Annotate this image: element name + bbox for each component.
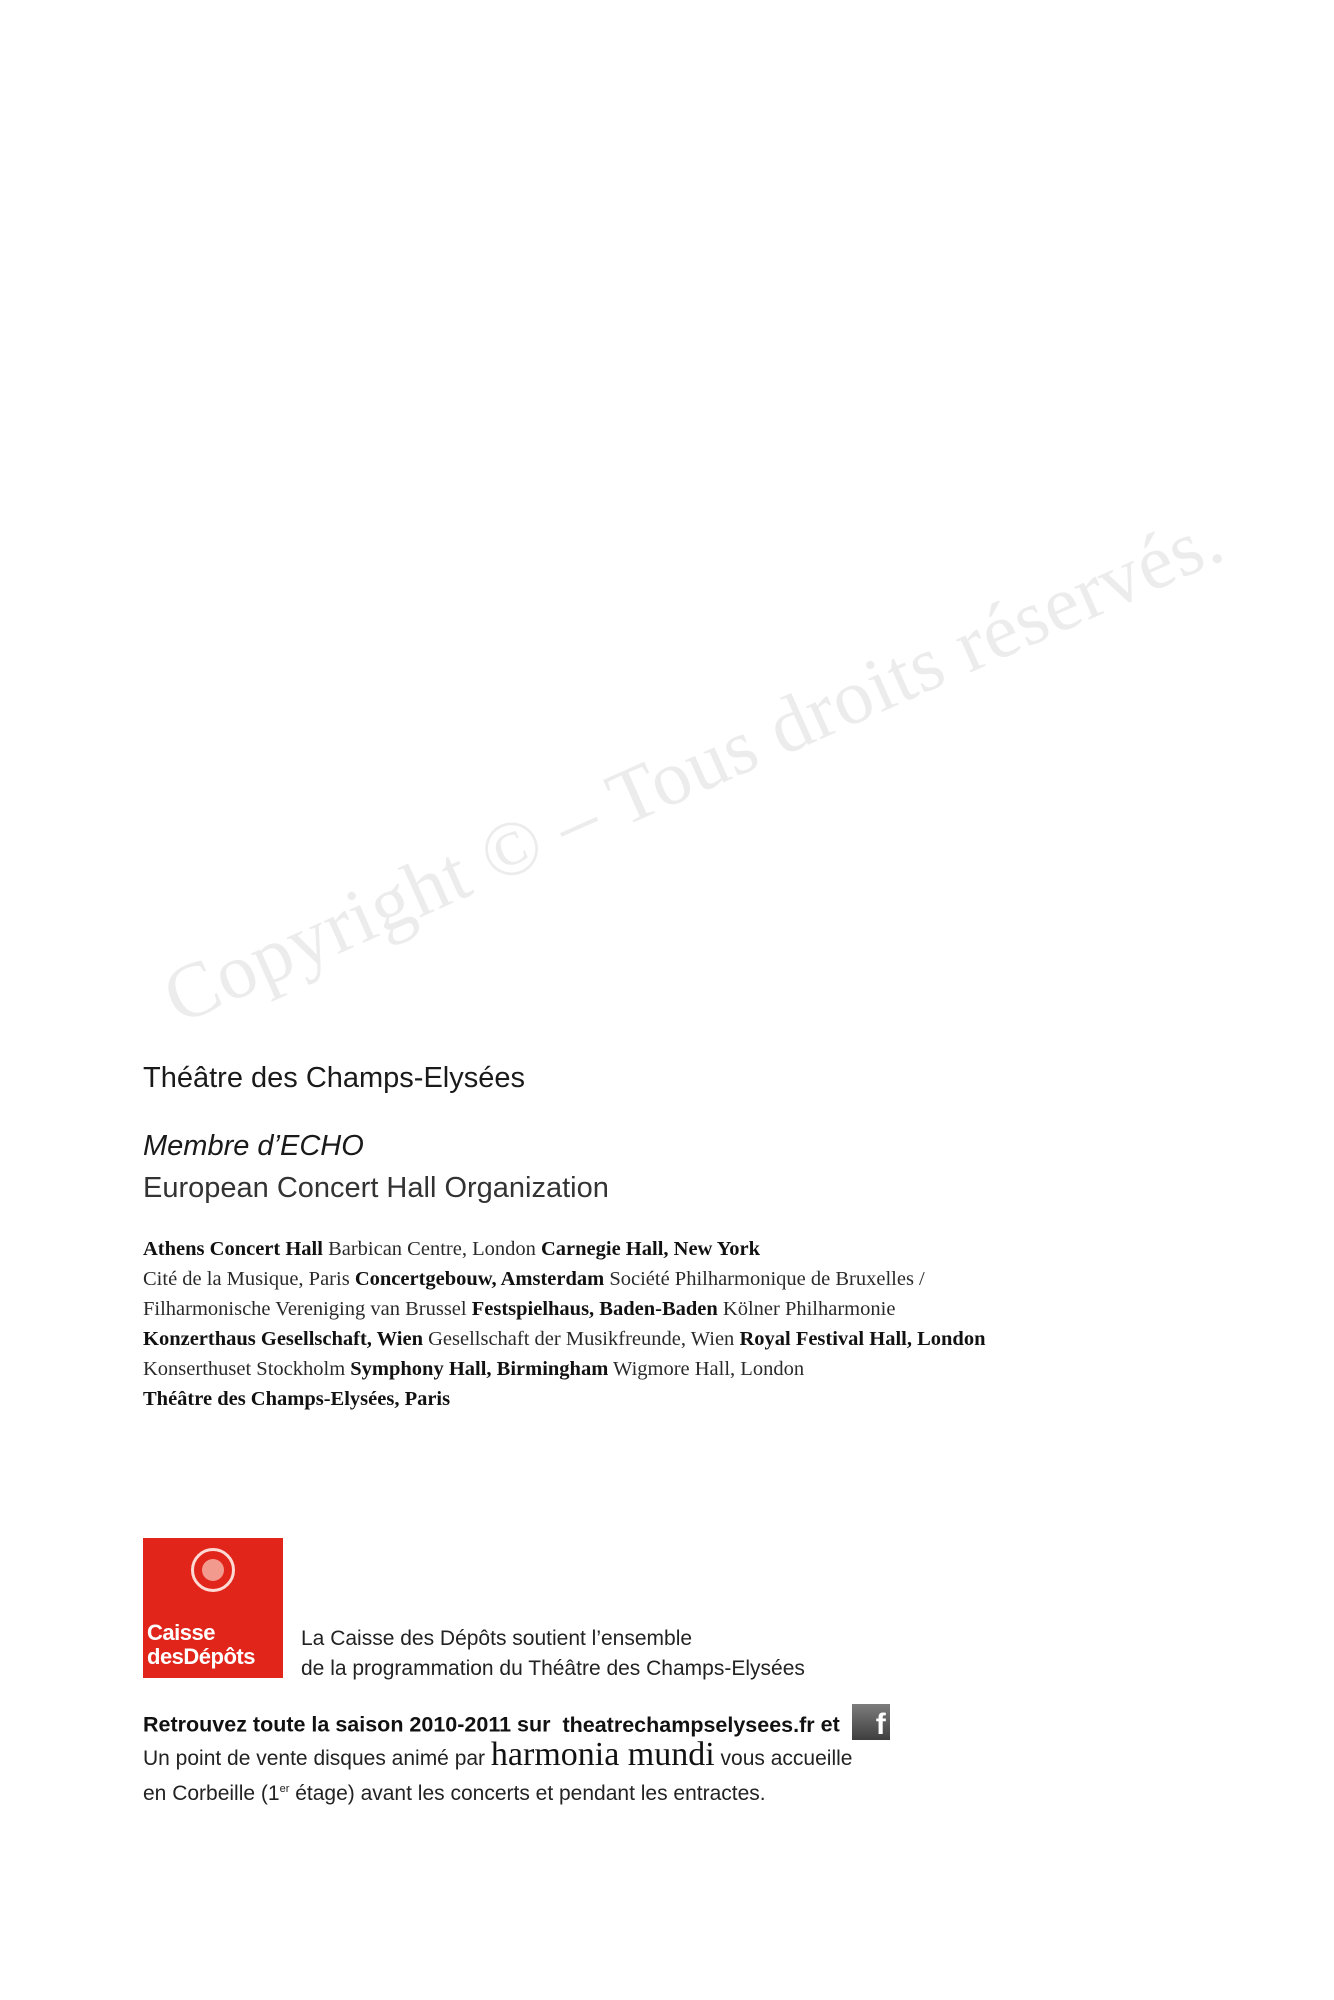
hall-name: Société Philharmonique de Bruxelles / xyxy=(604,1268,925,1290)
caisse-des-depots-logo xyxy=(143,1538,283,1678)
hall-name-bold: Royal Festival Hall, London xyxy=(739,1328,986,1350)
hall-name: Barbican Centre, London xyxy=(322,1238,541,1260)
season-text: Retrouvez toute la saison 2010-2011 sur xyxy=(143,1712,551,1737)
seal-icon xyxy=(191,1548,235,1592)
notice-text-after: vous accueille xyxy=(720,1747,853,1770)
sponsor-line1: La Caisse des Dépôts soutient l’ensemble xyxy=(301,1627,693,1650)
hall-name: Filharmonische Vereniging van Brussel xyxy=(143,1298,472,1320)
sponsor-line2: de la programmation du Théâtre des Champs-Elysées xyxy=(301,1657,805,1680)
hall-line xyxy=(143,1324,1143,1354)
hall-line xyxy=(143,1294,1143,1324)
and-text: et xyxy=(820,1712,840,1737)
organization-name: European Concert Hall Organization xyxy=(143,1172,609,1204)
hall-line xyxy=(143,1264,1143,1294)
notice-line2 xyxy=(143,1774,852,1809)
hall-name: Konserthuset Stockholm xyxy=(143,1358,351,1380)
concert-hall-list xyxy=(143,1234,1143,1414)
logo-text-line2: desDépôts xyxy=(147,1644,255,1669)
ordinal-superscript: er xyxy=(279,1783,290,1795)
hall-line xyxy=(143,1234,1143,1264)
hall-name-bold: Théâtre des Champs-Elysées, Paris xyxy=(143,1388,451,1410)
notice-text-before: Un point de vente disques animé par xyxy=(143,1747,486,1770)
website-link[interactable]: theatrechampselysees.fr xyxy=(562,1712,815,1737)
hall-name-bold: Carnegie Hall, New York xyxy=(540,1238,760,1260)
hall-name-bold: Festspielhaus, Baden-Baden xyxy=(471,1298,718,1320)
copyright-watermark: Copyright © – Tous droits réservés. xyxy=(150,493,1236,1041)
notice-line2-b: étage) avant les concerts et pendant les entractes. xyxy=(289,1782,766,1805)
member-label: Membre d’ECHO xyxy=(143,1130,364,1162)
notice-line1 xyxy=(143,1736,853,1774)
hall-name: Wigmore Hall, London xyxy=(608,1358,805,1380)
hall-name: Gesellschaft der Musikfreunde, Wien xyxy=(422,1328,740,1350)
hall-line xyxy=(143,1384,1143,1414)
harmonia-mundi-brand: harmonia mundi xyxy=(490,1736,715,1773)
hall-name: Cité de la Musique, Paris xyxy=(143,1268,355,1290)
hall-name-bold: Concertgebouw, Amsterdam xyxy=(354,1268,605,1290)
logo-text-line1: Caisse xyxy=(147,1620,215,1645)
hall-name: Kölner Philharmonie xyxy=(717,1298,896,1320)
hall-name-bold: Symphony Hall, Birmingham xyxy=(350,1358,609,1380)
hall-name-bold: Konzerthaus Gesellschaft, Wien xyxy=(143,1328,423,1350)
facebook-icon[interactable]: f xyxy=(852,1704,890,1740)
sponsor-statement xyxy=(301,1624,805,1684)
notice-line2-a: en Corbeille (1 xyxy=(143,1782,280,1805)
hall-name-bold: Athens Concert Hall xyxy=(143,1238,323,1260)
page-title: Théâtre des Champs-Elysées xyxy=(143,1062,525,1094)
hall-line xyxy=(143,1354,1143,1384)
record-shop-notice xyxy=(143,1736,853,1809)
